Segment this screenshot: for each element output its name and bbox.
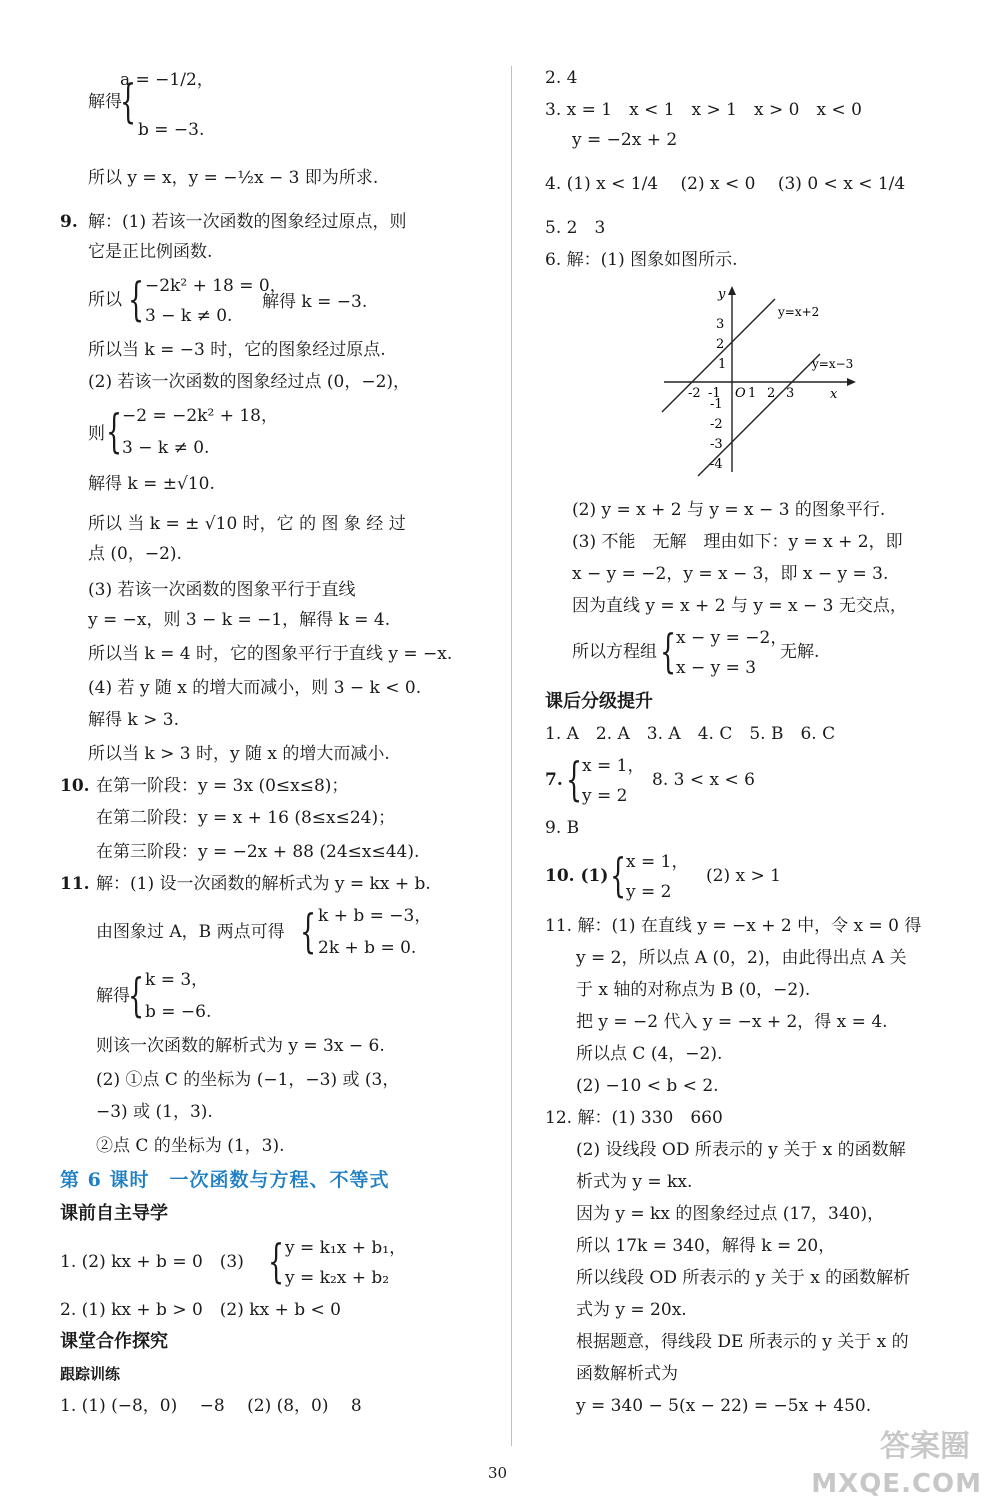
text-line: y = 340 − 5(x − 22) = −5x + 450. (576, 1396, 872, 1416)
text-line: 则该一次函数的解析式为 y = 3x − 6. (96, 1036, 385, 1056)
equation: 2k + b = 0. (318, 938, 417, 958)
x-axis-label: x (830, 387, 838, 402)
text-line: 它是正比例函数. (88, 242, 213, 262)
question-number: 9. (60, 212, 78, 232)
text-line: 9. B (545, 818, 580, 838)
text-line: 1. (2) kx + b = 0 (3) (60, 1252, 244, 1272)
section-heading: 课后分级提升 (545, 691, 653, 712)
question-number: 10. (1) (545, 866, 609, 886)
text-line: 在第三阶段：y = −2x + 88 (24≤x≤44). (96, 842, 420, 862)
text-line: 则 (88, 424, 105, 444)
conclusion: 所以 y = x，y = −½x − 3 即为所求. (88, 168, 379, 188)
text-line: x − y = −2，y = x − 3，即 x − y = 3. (572, 564, 889, 584)
text-line: 所以 17k = 340，解得 k = 20， (576, 1236, 836, 1256)
section-heading: 课前自主导学 (60, 1203, 168, 1224)
text-line: 6. 解：(1) 图象如图所示. (545, 250, 738, 270)
brace: { (268, 1234, 285, 1288)
x-tick-label: -1 (708, 386, 721, 401)
y-axis-label: y (718, 287, 726, 302)
x-tick-label: 1 (748, 386, 757, 401)
line2-label: y=x−3 (812, 357, 854, 371)
text-line: 析式为 y = kx. (576, 1172, 693, 1192)
brace: { (566, 752, 583, 806)
text-line: 5. 2 3 (545, 218, 606, 238)
equation: 3 − k ≠ 0. (122, 438, 210, 458)
y-tick-label: -3 (710, 437, 723, 452)
text-line: (3) 若该一次函数的图象平行于直线 (88, 580, 356, 600)
watermark-logo: 答案圈 (880, 1429, 970, 1464)
text-line: (2) 设线段 OD 所表示的 y 关于 x 的函数解 (576, 1140, 906, 1160)
x-tick-label: 2 (767, 386, 776, 401)
y-tick-label: 2 (716, 337, 725, 352)
text-line: (3) 不能 无解 理由如下：y = x + 2，即 (572, 532, 903, 552)
y-tick-label: 1 (718, 357, 727, 372)
page-number: 30 (488, 1464, 508, 1482)
text-line: 8. 3 < x < 6 (652, 770, 755, 790)
text-line: (4) 若 y 随 x 的增大而减小，则 3 − k < 0. (88, 678, 422, 698)
equation: y = k₁x + b₁， (285, 1238, 407, 1258)
y-tick-label: -1 (710, 397, 723, 412)
origin-label: O (735, 386, 746, 401)
text-line: 把 y = −2 代入 y = −x + 2，得 x = 4. (576, 1012, 888, 1032)
line1-label: y=x+2 (778, 305, 820, 319)
text-line: 函数解析式为 (576, 1364, 678, 1384)
text-line: 所以方程组 (572, 642, 657, 662)
text-line: 2. (1) kx + b > 0 (2) kx + b < 0 (60, 1300, 341, 1320)
equation: y = k₂x + b₂ (285, 1268, 390, 1288)
text-line: 在第一阶段：y = 3x (0≤x≤8)； (96, 776, 349, 796)
text-line: 所以当 k = 4 时，它的图象平行于直线 y = −x. (88, 644, 453, 664)
text-line: −3) 或 (1，3). (96, 1102, 213, 1122)
brace: { (660, 624, 677, 678)
text-line: 点 (0，−2). (88, 544, 182, 564)
text-line: (2) y = x + 2 与 y = x − 3 的图象平行. (572, 500, 886, 520)
text-line: (2) x > 1 (706, 866, 781, 886)
text-line: ②点 C 的坐标为 (1，3). (96, 1136, 285, 1156)
text-line: 2. 4 (545, 68, 578, 88)
text-line: 12. 解：(1) 330 660 (545, 1108, 723, 1128)
text-line: 3. x = 1 x < 1 x > 1 x > 0 x < 0 (545, 100, 862, 120)
text-line: 解得 (96, 986, 130, 1006)
equation: x − y = −2， (676, 628, 788, 648)
brace: { (610, 848, 627, 902)
lesson-title: 第 6 课时 一次函数与方程、不等式 (60, 1169, 390, 1191)
y-tick-label: -4 (710, 457, 723, 472)
column-divider (511, 66, 512, 1446)
text-line: 解：(1) 若该一次函数的图象经过原点，则 (88, 212, 407, 232)
text-line: 解：(1) 设一次函数的解析式为 y = kx + b. (96, 874, 431, 894)
equation: y = 2 (626, 882, 672, 902)
text-line: 解得 k = −3. (262, 292, 368, 312)
brace: { (128, 272, 145, 326)
equation: k + b = −3， (318, 906, 432, 926)
text-line: 所以 (88, 290, 122, 310)
text-line: y = −2x + 2 (572, 130, 678, 150)
equation: y = 2 (582, 786, 628, 806)
question-number: 10. (60, 776, 90, 796)
text-line: 4. (1) x < 1/4 (2) x < 0 (3) 0 < x < 1/4 (545, 174, 906, 194)
text-line: 1. A 2. A 3. A 4. C 5. B 6. C (545, 724, 836, 744)
equation: −2 = −2k² + 18， (122, 406, 278, 426)
text-line: 所以 当 k = ± √10 时，它 的 图 象 经 过 (88, 514, 406, 534)
y-tick-label: -2 (710, 417, 723, 432)
text-line: 因为 y = kx 的图象经过点 (17，340)， (576, 1204, 885, 1224)
brace: { (106, 404, 123, 458)
x-axis-arrow (847, 378, 856, 386)
text-line: 所以当 k > 3 时，y 随 x 的增大而减小. (88, 744, 390, 764)
text-line: 解得 k > 3. (88, 710, 179, 730)
text-line: 于 x 轴的对称点为 B (0，−2). (576, 980, 811, 1000)
subsection-heading: 跟踪训练 (60, 1365, 121, 1383)
y-axis-arrow (728, 286, 736, 295)
text-line: 解得 k = ±√10. (88, 474, 215, 494)
equation: b = −6. (145, 1002, 212, 1022)
function-graph (650, 282, 870, 482)
text-line: 11. 解：(1) 在直线 y = −x + 2 中，令 x = 0 得 (545, 916, 922, 936)
text-line: (2) ①点 C 的坐标为 (−1，−3) 或 (3， (96, 1070, 400, 1090)
solve-label: 解得 (88, 92, 122, 112)
text-line: 由图象过 A，B 两点可得 (96, 922, 285, 942)
text-line: y = −x，则 3 − k = −1，解得 k = 4. (88, 610, 391, 630)
text-line: 无解. (780, 642, 820, 662)
equation: x = 1， (626, 852, 689, 872)
equation: x = 1， (582, 756, 645, 776)
y-tick-label: 3 (716, 317, 725, 332)
equation: −2k² + 18 = 0， (145, 276, 287, 296)
solution-a: a = −1/2， (120, 70, 214, 90)
text-line: 根据题意，得线段 DE 所表示的 y 关于 x 的 (576, 1332, 909, 1352)
section-heading: 课堂合作探究 (60, 1331, 168, 1352)
text-line: 因为直线 y = x + 2 与 y = x − 3 无交点， (572, 596, 907, 616)
text-line: 所以线段 OD 所表示的 y 关于 x 的函数解析 (576, 1268, 911, 1288)
equation: 3 − k ≠ 0. (145, 306, 233, 326)
text-line: 式为 y = 20x. (576, 1300, 687, 1320)
text-line: (2) −10 < b < 2. (576, 1076, 719, 1096)
text-line: 所以点 C (4，−2). (576, 1044, 723, 1064)
equation: k = 3， (145, 970, 209, 990)
text-line: (2) 若该一次函数的图象经过点 (0，−2)， (88, 372, 411, 392)
question-number: 11. (60, 874, 90, 894)
text-line: y = 2，所以点 A (0，2)，由此得出点 A 关 (576, 948, 907, 968)
text-line: 所以当 k = −3 时，它的图象经过原点. (88, 340, 386, 360)
text-line: 1. (1) (−8，0) −8 (2) (8，0) 8 (60, 1396, 362, 1416)
x-tick-label: 3 (786, 386, 795, 401)
brace: { (300, 904, 317, 958)
solution-b: b = −3. (138, 120, 205, 140)
x-tick-label: -2 (688, 386, 701, 401)
text-line: 在第二阶段：y = x + 16 (8≤x≤24)； (96, 808, 396, 828)
question-number: 7. (545, 770, 563, 790)
equation: x − y = 3 (676, 658, 757, 678)
brace: { (128, 968, 145, 1022)
watermark: MXQE.COM (811, 1469, 982, 1499)
brace: { (120, 74, 137, 128)
